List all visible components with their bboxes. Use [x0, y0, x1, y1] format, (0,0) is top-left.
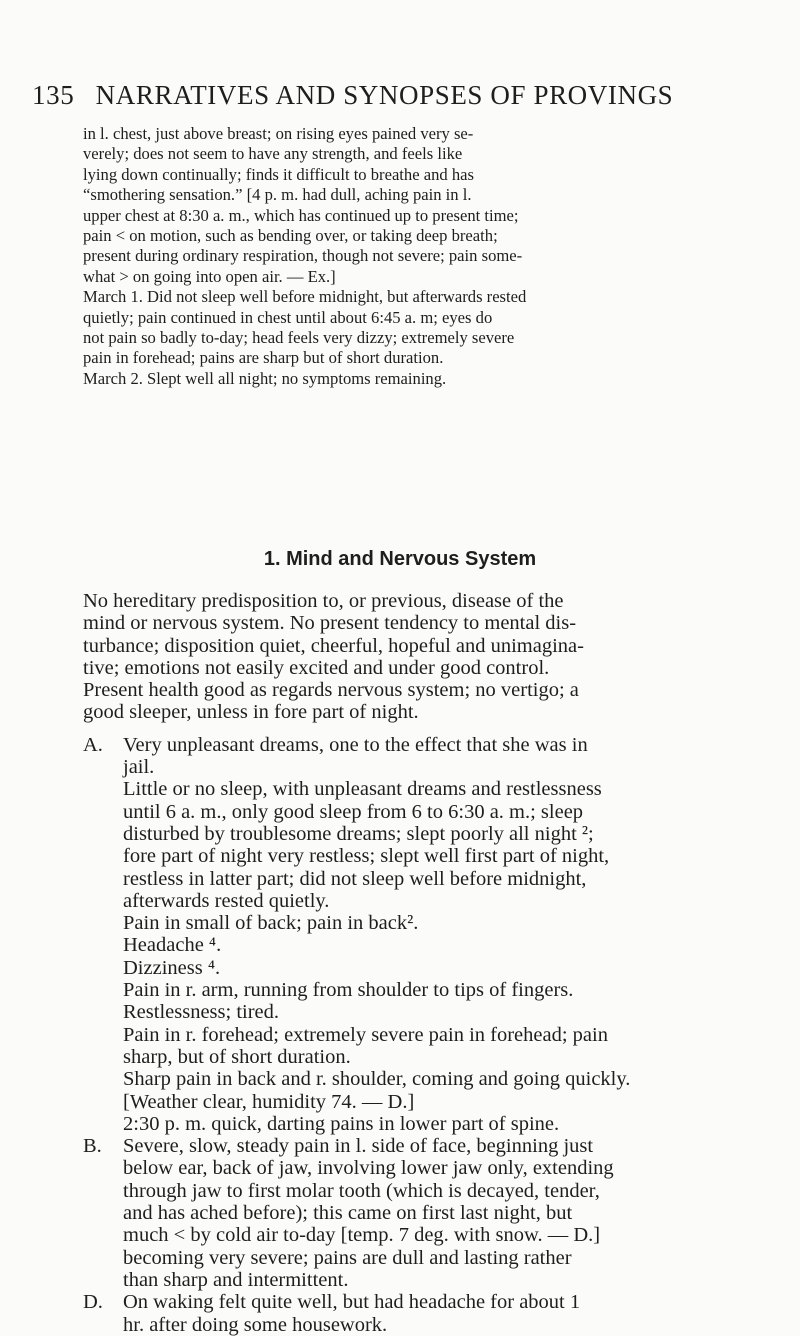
- text-line: restless in latter part; did not sleep well before midnight,: [123, 867, 587, 890]
- text-line: turbance; disposition quiet, cheerful, hopeful and unimagina-: [83, 634, 584, 657]
- text-line: through jaw to first molar tooth (which is decayed, tender,: [123, 1179, 600, 1202]
- text-line: Dizziness ⁴.: [123, 956, 221, 979]
- text-line: disturbed by troublesome dreams; slept poorly all night ²;: [123, 822, 594, 845]
- text-line: pain < on motion, such as bending over, or taking deep breath;: [83, 226, 498, 246]
- text-line: afterwards rested quietly.: [123, 889, 330, 912]
- text-line: lying down continually; finds it difficult to breathe and has: [83, 164, 474, 184]
- text-line: not pain so badly to-day; head feels very dizzy; extremely severe: [83, 328, 515, 348]
- text-line: mind or nervous system. No present tendency to mental dis-: [83, 612, 577, 635]
- text-line: pain in forehead; pains are sharp but of short duration.: [83, 348, 444, 368]
- text-line: Pain in small of back; pain in back².: [123, 912, 419, 935]
- text-line: in l. chest, just above breast; on rising eyes pained very se-: [83, 124, 474, 143]
- text-line: present during ordinary respiration, though not severe; pain some-: [83, 246, 523, 266]
- text-line: what > on going into open air. — Ex.]: [83, 266, 336, 286]
- text-line: jail.: [123, 756, 155, 779]
- entry-label: D.: [83, 1291, 103, 1314]
- text-line: “smothering sensation.” [4 p. m. had dull, aching pain in l.: [83, 185, 472, 205]
- entry-first-line: D. On waking felt quite well, but had headache for about 1: [83, 1291, 581, 1314]
- text-line: Sharp pain in back and r. shoulder, coming and going quickly.: [123, 1068, 631, 1091]
- text-line: below ear, back of jaw, involving lower jaw only, extending: [123, 1157, 614, 1180]
- text-line: Restlessness; tired.: [123, 1001, 280, 1024]
- text-line: than sharp and intermittent.: [123, 1268, 349, 1291]
- text-line: Pain in r. arm, running from shoulder to tips of fingers.: [123, 979, 574, 1002]
- text-line: good sleeper, unless in fore part of night.: [83, 701, 419, 724]
- text-line: until 6 a. m., only good sleep from 6 to 6:30 a. m.; sleep: [123, 800, 584, 823]
- text-line: [Weather clear, humidity 74. — D.]: [123, 1090, 415, 1113]
- text-line: March 1. Did not sleep well before midnight, but afterwards rested: [83, 287, 527, 307]
- text-line: Little or no sleep, with unpleasant dreams and restlessness: [123, 778, 602, 801]
- text-line: No hereditary predisposition to, or previous, disease of the: [83, 590, 564, 612]
- section-body: [83, 590, 765, 1336]
- text-line: hr. after doing some housework.: [123, 1313, 388, 1336]
- text-line: much < by cold air to-day [temp. 7 deg. with snow. — D.]: [123, 1224, 601, 1247]
- running-title: NARRATIVES AND SYNOPSES OF PROVINGS: [95, 80, 674, 110]
- entry-first-line: B. Severe, slow, steady pain in l. side of face, beginning just: [83, 1135, 594, 1158]
- text-line: March 2. Slept well all night; no symptoms remaining.: [83, 368, 447, 388]
- intro-text: [83, 124, 765, 389]
- section-heading: 1. Mind and Nervous System: [263, 548, 537, 570]
- text-line: fore part of night very restless; slept well first part of night,: [123, 845, 610, 868]
- text-line: Headache ⁴.: [123, 934, 222, 957]
- text-line: Pain in r. forehead; extremely severe pain in forehead; pain: [123, 1023, 608, 1046]
- text-line: sharp, but of short duration.: [123, 1045, 351, 1068]
- page-number: 135: [32, 80, 75, 110]
- text-line: tive; emotions not easily excited and under good control.: [83, 656, 550, 679]
- text-line: upper chest at 8:30 a. m., which has continued up to present time;: [83, 205, 519, 225]
- text-line: becoming very severe; pains are dull and lasting rather: [123, 1246, 572, 1269]
- text-line: and has ached before); this came on first last night, but: [123, 1202, 573, 1225]
- entry-label: B.: [83, 1135, 102, 1158]
- text-line: Present health good as regards nervous system; no vertigo; a: [83, 679, 579, 702]
- text-line: quietly; pain continued in chest until about 6:45 a. m; eyes do: [83, 307, 493, 327]
- entry-first-line: A. Very unpleasant dreams, one to the effect that she was in: [83, 733, 588, 756]
- running-header: [32, 80, 673, 111]
- entry-label: A.: [83, 733, 103, 756]
- text-line: 2:30 p. m. quick, darting pains in lower part of spine.: [123, 1112, 560, 1135]
- text-line: verely; does not seem to have any strength, and feels like: [83, 144, 463, 164]
